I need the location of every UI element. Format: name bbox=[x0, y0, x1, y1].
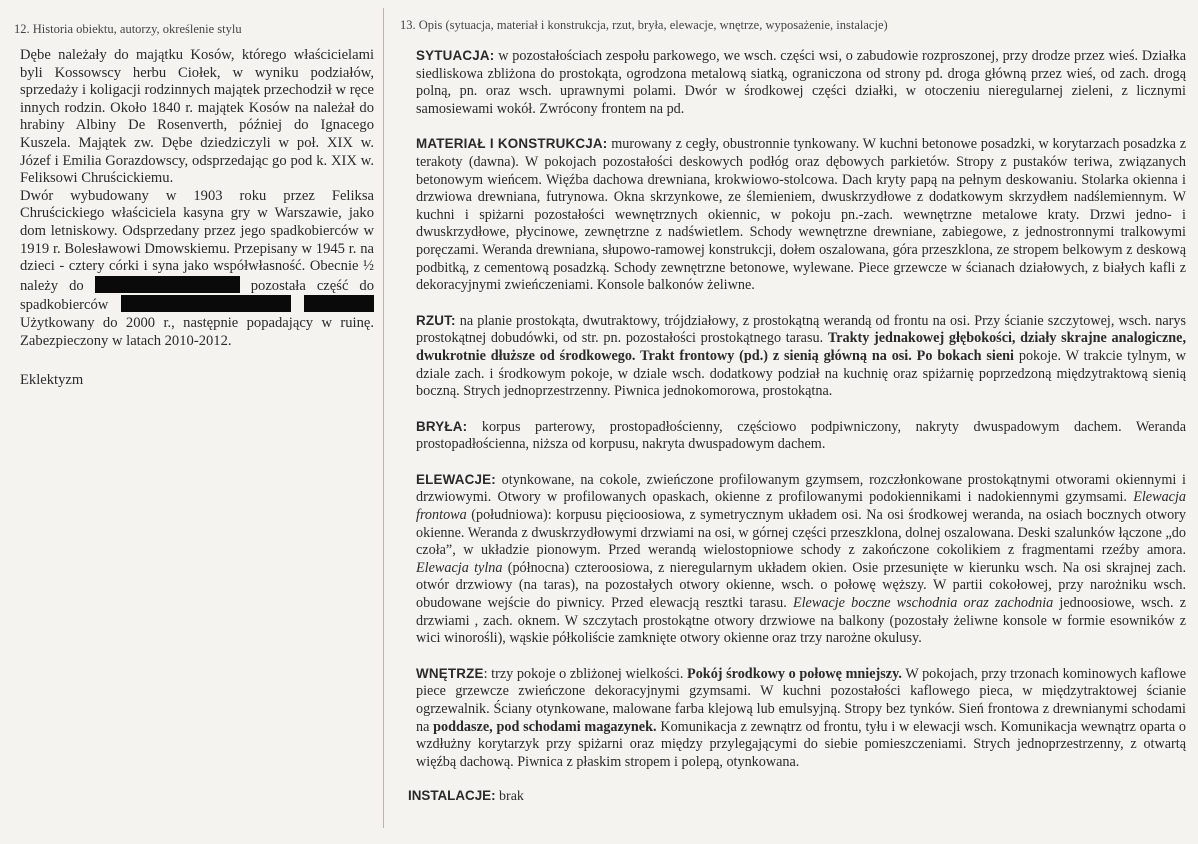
section-title: MATERIAŁ I KONSTRUKCJA: bbox=[416, 136, 608, 152]
section-italic-text: Elewacje boczne wschodnia oraz zachodnia bbox=[792, 595, 1054, 612]
column-divider bbox=[383, 8, 384, 828]
history-paragraph-1: Dębe należały do majątku Kosów, którego właścicielami byli Kossowscy herbu Ciołek, w wyniku podziałów, sprzedaży i koligacji rodzinnych majątek przechodził w ręce innych rodzin. Około 1840 r. majątek Kosów na należał do hrabiny Albiny De Rosenverth, później do Ignacego Kuszela. Majątek zw. Dębe dziedziczyli w poł. XIX w. Józef i Emilia Gorazdowscy, odsprzedając go pod k. XIX w. Feliksowi Chruścickiemu. bbox=[20, 47, 374, 187]
section-title: ELEWACJE: bbox=[416, 471, 496, 487]
section-bold-text: poddasze, pod schodami magazynek. bbox=[433, 718, 657, 735]
section-instalacje bbox=[408, 788, 1190, 805]
section-text: pokoje. W trakcie tylnym, w dziale zach. i środkowym pokoje, w dziale wsch. dodatkowy podział na kuchnię oraz spiżarnię poprzedzoną międzytraktową sienią boczną. Strych jednoprzestrzenny. Piwnica jednokomorowa, prostokątna. bbox=[416, 347, 1187, 400]
section-title: SYTUACJA: bbox=[416, 48, 495, 63]
right-column bbox=[400, 18, 1190, 805]
history-text-part2: Dwór wybudowany w 1903 roku przez Feliksa Chruścickiego właściciela kasyna gry w Warszawie, jako dom letniskowy. Odsprzedany przez jego spadkobierców w 1919 r. Bolesławowi Dmowskiemu. Przepisany w 1945 r. na dzieci - cztery córki i syna jako współwłasność. Obecnie ½ należy do bbox=[20, 187, 374, 294]
history-text-part4: Użytkowany do 2000 r., następnie popadający w ruinę. Zabezpieczony w latach 2010-2012. bbox=[20, 314, 374, 349]
section-material bbox=[416, 135, 1186, 294]
section-text: W pokojach, przy trzonach kominowych kaflowe piece grzewcze zwieńczone dekoracyjnymi gzymsami. W kuchni pozostałości kaflowego pieca, w międzytraktowej ścianie ogrzewalnik. Ściany otynkowane, malowane farba klejową lub emulsyjną. Stropy bez tynków. Sień frontowa z drewnianymi schodami na bbox=[416, 665, 1186, 735]
section-text: korpus parterowy, prostopadłościenny, częściowo podpiwniczony, nakryty dwuspadowym dachem. Weranda prostopadłościenna, niższa od korpusu, nakryta dwuspadowym dachem. bbox=[416, 418, 1186, 453]
section-text: : trzy pokoje o zbliżonej wielkości. bbox=[483, 665, 688, 682]
section-text: otynkowane, na cokole, zwieńczone profilowanym gzymsem, rozczłonkowane prostokątnymi otworami okiennymi i drzwiowymi. Otwory w profilowanych opaskach, okienne z profilowanymi podokiennikami i nadokiennymi gzymsami. bbox=[416, 471, 1186, 506]
redaction-block bbox=[95, 276, 240, 293]
history-paragraph-2 bbox=[20, 188, 374, 350]
history-text bbox=[20, 47, 374, 350]
section-bold-text: Pokój środkowy o połowę mniejszy. bbox=[687, 665, 902, 682]
section-italic-text: Elewacja tylna bbox=[416, 559, 503, 576]
section-italic-text: Elewacja frontowa bbox=[416, 489, 1186, 524]
section-title: WNĘTRZE bbox=[416, 665, 484, 681]
section-title: BRYŁA: bbox=[416, 418, 468, 434]
section-title: INSTALACJE: bbox=[408, 788, 496, 804]
section-title: RZUT: bbox=[416, 312, 456, 328]
section-wnetrze bbox=[416, 665, 1186, 772]
left-column bbox=[14, 22, 374, 389]
section-text: (północna) czteroosiowa, z nieregularnym układem okien. Osie przesunięte w kierunku wsch. Na osi skrajnej zach. otwór drzwiowy (na taras), na pozostałych otwory okienne, wsch. o połowę węższy. W partii cokołowej, przy narożniku wsch. obudowane wejście do piwnicy. Przed elewacją resztki tarasu. bbox=[416, 559, 1186, 612]
section-text: (południowa): korpusu pięcioosiowa, z symetrycznym układem osi. Na osi środkowej weranda, na osiach bocznych otwory okienne. Weranda z dwuskrzydłowymi drzwiami na osi, w górnej części przeszklona, dolnej oszalowana. Deski szalunków łączone „do czoła”, w układzie pionowym. Przed werandą wielostopniowe schody z zakończone cokolikiem z fragmentami rzeźby amora. bbox=[416, 507, 1186, 559]
redaction-block bbox=[304, 295, 374, 312]
description-heading: 13. Opis (sytuacja, materiał i konstrukcja, rzut, bryła, elewacje, wnętrze, wyposażenie, instalacje) bbox=[400, 18, 888, 32]
section-sytuacja bbox=[416, 47, 1186, 118]
section-rzut bbox=[416, 312, 1186, 401]
history-text-part3: pozostała część do spadkobierców bbox=[20, 277, 375, 314]
section-text: na planie prostokąta, dwutraktowy, trójdziałowy, z prostokątną werandą od frontu na osi. Przy ścianie szczytowej, wsch. narys prostokątnej dobudówki, od str. pn. pozostałości prostokątnego tarasu. bbox=[416, 312, 1186, 347]
section-bold-text: Trakty jednakowej głębokości, działy skrajne analogiczne, dwukrotnie dłuższe od środkowego. Trakt frontowy (pd.) z sienią główną na osi. Po bokach sieni bbox=[416, 330, 1186, 364]
section-text: brak bbox=[495, 789, 524, 805]
redaction-block bbox=[121, 295, 291, 312]
section-text: Komunikacja z zewnątrz od frontu, tyłu i w elewacji wsch. Komunikacja wewnątrz oparta o wzdłużny korytarzyk przy spiżarni oraz między przylegającymi do siebie pomieszczeniami. Strych jednoprzestrzenny, z otwartą więźbą dachową. Piwnica z płaskim stropem i polepą, otynkowana. bbox=[416, 718, 1186, 770]
style-label: Eklektyzm bbox=[20, 372, 84, 389]
section-elewacje bbox=[416, 471, 1186, 648]
section-bryla bbox=[416, 418, 1186, 454]
history-heading: 12. Historia obiektu, autorzy, określenie stylu bbox=[14, 22, 242, 36]
section-text: murowany z cegły, obustronnie tynkowany. W kuchni betonowe posadzki, w korytarzach posadzka z terakoty (dawna). W pokojach pozostałości deskowych podłóg oraz dębowych parkietów. Stropy z pustaków teriwa, związanych betonowym wieńcem. Więźba dachowa drewniana, krokwiowo-stolcowa. Dach kryty papą na pełnym deskowaniu. Stolarka okienna i drzwiowa drewniana, futrynowa. Okna skrzynkowe, ze ślemieniem, dwuskrzydłowe z dodatkowym skrzydłem nadślemiennym. W kuchni i spiżarni pozostałości wewnętrznych okiennic, w pokoju pn.-zach. wewnętrzne metalowe kraty. Drzwi jedno- i dwuskrzydłowe, płycinowe, zewnętrzne z nadświetlem. Schody wewnętrzne drewniane, zabiegowe, z jednostronnymi tralkowymi poręczami. Weranda drewniana, słupowo-ramowej konstrukcji, dołem oszalowana, góra przeszklona, ze stropem belkowym z deskową podbitką, z cementową posadzką. Schody zewnętrzne betonowe, wylewane. Piece grzewcze w ścianach działowych, z białych kafli z dekoracyjnymi zwieńczeniami. Konsole balkonów żeliwne. bbox=[416, 136, 1186, 294]
section-text: jednoosiowe, wsch. z drzwiami , zach. oknem. W szczytach prostokątne otwory drzwiowe na balkony (pozostały żeliwne konsole w formie esowników z wici winorośli), wąskie półkoliście zamknięte otwory okienne oraz trzy narożne okulusy. bbox=[416, 595, 1187, 647]
section-text: w pozostałościach zespołu parkowego, we wsch. części wsi, o zabudowie rozproszonej, przy drodze przez wieś. Działka siedliskowa zbliżona do prostokąta, ogrodzona metalową siatką, ograniczona od strony pd. droga główną przez wieś, od zach. drogą polną, pn. oraz wsch. uprawnymi polami. Dwór w środkowej części działki, w otoczeniu nieregularnej zieleni, z licznymi samosiewami wokół. Zwrócony frontem na pd. bbox=[416, 48, 1186, 117]
